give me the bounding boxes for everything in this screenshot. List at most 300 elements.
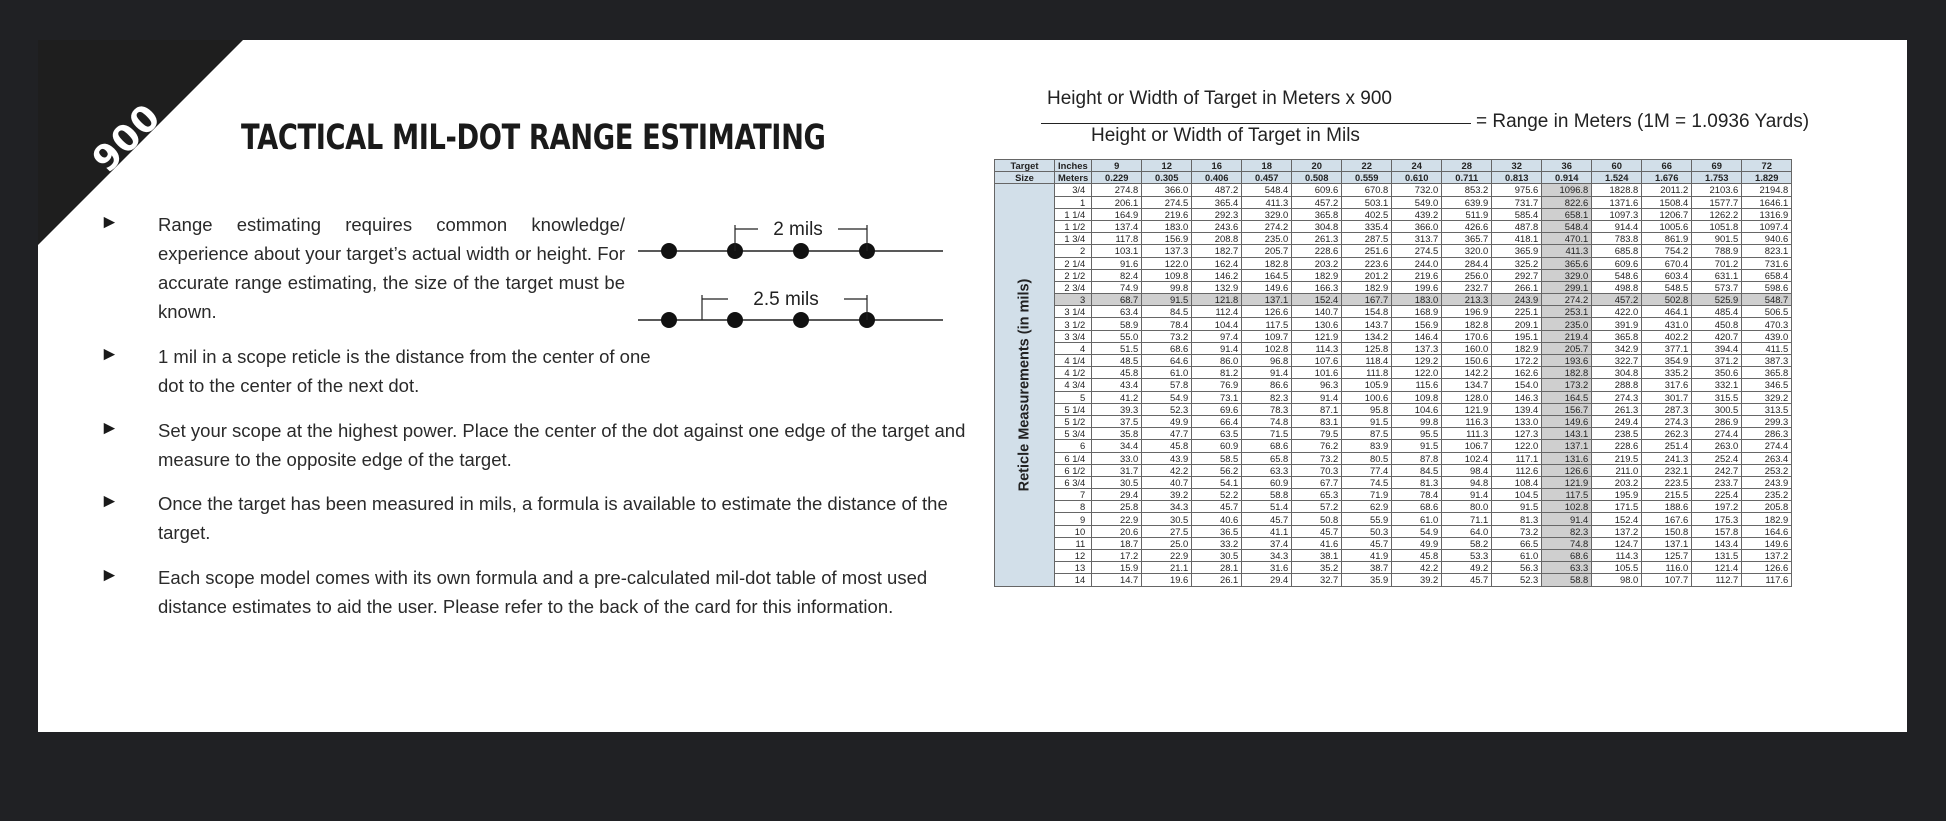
mil-value: 14 <box>1055 574 1092 586</box>
range-cell: 175.3 <box>1692 513 1742 525</box>
range-cell: 105.9 <box>1342 379 1392 391</box>
range-cell: 104.5 <box>1492 489 1542 501</box>
range-cell: 365.8 <box>1592 330 1642 342</box>
range-cell: 391.9 <box>1592 318 1642 330</box>
table-row <box>995 269 1792 281</box>
range-cell: 118.4 <box>1342 355 1392 367</box>
range-cell: 76.2 <box>1292 440 1342 452</box>
range-cell: 329.0 <box>1242 208 1292 220</box>
column-header-inches: 28 <box>1442 160 1492 172</box>
table-row <box>995 220 1792 232</box>
range-cell: 104.4 <box>1192 318 1242 330</box>
range-cell: 156.9 <box>1392 318 1442 330</box>
range-cell: 96.8 <box>1242 355 1292 367</box>
range-cell: 45.7 <box>1242 513 1292 525</box>
range-cell: 2103.6 <box>1692 184 1742 196</box>
range-cell: 95.5 <box>1392 428 1442 440</box>
range-cell: 61.0 <box>1492 550 1542 562</box>
bullet-icon: ► <box>100 344 119 365</box>
mil-value: 4 1/4 <box>1055 355 1092 367</box>
range-cell: 68.6 <box>1542 550 1592 562</box>
range-cell: 206.1 <box>1092 196 1142 208</box>
table-row <box>995 355 1792 367</box>
mil-value: 3/4 <box>1055 184 1092 196</box>
range-cell: 115.6 <box>1392 379 1442 391</box>
range-cell: 33.0 <box>1092 452 1142 464</box>
range-cell: 101.6 <box>1292 367 1342 379</box>
range-cell: 91.5 <box>1342 415 1392 427</box>
range-cell: 274.5 <box>1142 196 1192 208</box>
range-cell: 68.7 <box>1092 294 1142 306</box>
range-cell: 365.8 <box>1292 208 1342 220</box>
range-cell: 603.4 <box>1642 269 1692 281</box>
range-cell: 1508.4 <box>1642 196 1692 208</box>
range-cell: 286.3 <box>1742 428 1792 440</box>
row-label-meters: Meters <box>1055 172 1092 184</box>
column-header-meters: 0.406 <box>1192 172 1242 184</box>
range-cell: 146.4 <box>1392 330 1442 342</box>
bullet-icon: ► <box>100 565 119 586</box>
mil-value: 3 <box>1055 294 1092 306</box>
label-2-5-mils: 2.5 mils <box>753 289 819 310</box>
range-cell: 152.4 <box>1592 513 1642 525</box>
range-cell: 1316.9 <box>1742 208 1792 220</box>
range-cell: 171.5 <box>1592 501 1642 513</box>
range-cell: 73.2 <box>1492 525 1542 537</box>
range-cell: 1828.8 <box>1592 184 1642 196</box>
range-cell: 219.6 <box>1392 269 1442 281</box>
range-cell: 20.6 <box>1092 525 1142 537</box>
bullet-text-4: Once the target has been measured in mils, a formula is available to estimate the distance of the target. <box>158 493 948 543</box>
range-cell: 39.2 <box>1392 574 1442 586</box>
range-cell: 167.6 <box>1642 513 1692 525</box>
table-row <box>995 415 1792 427</box>
table-row <box>995 342 1792 354</box>
range-cell: 402.2 <box>1642 330 1692 342</box>
range-cell: 573.7 <box>1692 281 1742 293</box>
range-cell: 402.5 <box>1342 208 1392 220</box>
range-cell: 253.2 <box>1742 464 1792 476</box>
mil-dot <box>793 312 809 328</box>
range-cell: 65.8 <box>1242 452 1292 464</box>
range-cell: 112.4 <box>1192 306 1242 318</box>
range-cell: 25.8 <box>1092 501 1142 513</box>
corner-label-size: Size <box>995 172 1055 184</box>
range-cell: 235.0 <box>1542 318 1592 330</box>
table-row <box>995 257 1792 269</box>
range-cell: 91.4 <box>1292 391 1342 403</box>
range-cell: 274.3 <box>1592 391 1642 403</box>
mil-value: 6 <box>1055 440 1092 452</box>
range-cell: 154.0 <box>1492 379 1542 391</box>
range-cell: 701.2 <box>1692 257 1742 269</box>
range-cell: 114.3 <box>1292 342 1342 354</box>
range-cell: 225.1 <box>1492 306 1542 318</box>
range-cell: 130.6 <box>1292 318 1342 330</box>
range-cell: 232.1 <box>1642 464 1692 476</box>
range-cell: 52.3 <box>1492 574 1542 586</box>
range-cell: 109.7 <box>1242 330 1292 342</box>
range-cell: 19.6 <box>1142 574 1192 586</box>
range-cell: 183.0 <box>1392 294 1442 306</box>
range-cell: 525.9 <box>1692 294 1742 306</box>
range-cell: 78.4 <box>1142 318 1192 330</box>
column-header-inches: 36 <box>1542 160 1592 172</box>
table-row <box>995 208 1792 220</box>
range-cell: 30.5 <box>1192 550 1242 562</box>
table-row <box>995 489 1792 501</box>
range-cell: 238.5 <box>1592 428 1642 440</box>
range-cell: 45.8 <box>1092 367 1142 379</box>
range-cell: 274.5 <box>1392 245 1442 257</box>
range-cell: 53.3 <box>1442 550 1492 562</box>
range-cell: 49.9 <box>1392 537 1442 549</box>
range-cell: 731.6 <box>1742 257 1792 269</box>
range-cell: 243.9 <box>1742 476 1792 488</box>
range-cell: 548.4 <box>1242 184 1292 196</box>
range-cell: 84.5 <box>1392 464 1442 476</box>
range-cell: 74.5 <box>1342 476 1392 488</box>
range-cell: 498.8 <box>1592 281 1642 293</box>
mil-value: 8 <box>1055 501 1092 513</box>
range-cell: 50.8 <box>1292 513 1342 525</box>
column-header-inches: 72 <box>1742 160 1792 172</box>
range-cell: 83.9 <box>1342 440 1392 452</box>
table-row <box>995 440 1792 452</box>
range-cell: 54.1 <box>1192 476 1242 488</box>
range-cell: 164.5 <box>1542 391 1592 403</box>
range-cell: 215.5 <box>1642 489 1692 501</box>
mil-dot <box>661 243 677 259</box>
range-cell: 81.3 <box>1492 513 1542 525</box>
column-header-inches: 60 <box>1592 160 1642 172</box>
range-cell: 549.0 <box>1392 196 1442 208</box>
range-cell: 60.9 <box>1192 440 1242 452</box>
range-cell: 262.3 <box>1642 428 1692 440</box>
range-cell: 487.2 <box>1192 184 1242 196</box>
corner-label-target: Target <box>995 160 1055 172</box>
range-cell: 203.2 <box>1592 476 1642 488</box>
range-cell: 304.8 <box>1292 220 1342 232</box>
range-cell: 121.9 <box>1542 476 1592 488</box>
range-cell: 365.6 <box>1542 257 1592 269</box>
column-header-meters: 0.559 <box>1342 172 1392 184</box>
range-cell: 73.2 <box>1292 452 1342 464</box>
table-row <box>995 306 1792 318</box>
range-cell: 228.6 <box>1292 245 1342 257</box>
range-cell: 732.0 <box>1392 184 1442 196</box>
mil-value: 1 1/2 <box>1055 220 1092 232</box>
range-cell: 111.8 <box>1342 367 1392 379</box>
range-cell: 783.8 <box>1592 233 1642 245</box>
range-cell: 146.2 <box>1192 269 1242 281</box>
mil-value: 1 1/4 <box>1055 208 1092 220</box>
range-cell: 146.3 <box>1492 391 1542 403</box>
range-cell: 168.9 <box>1392 306 1442 318</box>
range-cell: 117.5 <box>1542 489 1592 501</box>
range-cell: 548.5 <box>1642 281 1692 293</box>
range-cell: 164.5 <box>1242 269 1292 281</box>
range-cell: 195.1 <box>1492 330 1542 342</box>
row-label-inches: Inches <box>1055 160 1092 172</box>
bullet-text-1: Range estimating requires common knowledge/ experience about your target’s actual width or height. For accurate range estimating, the size of the target must be known. <box>158 214 625 322</box>
range-cell: 199.6 <box>1392 281 1442 293</box>
table-row <box>995 391 1792 403</box>
range-cell: 823.1 <box>1742 245 1792 257</box>
range-cell: 60.9 <box>1242 476 1292 488</box>
column-header-inches: 16 <box>1192 160 1242 172</box>
range-cell: 313.5 <box>1742 403 1792 415</box>
table-row <box>995 245 1792 257</box>
range-cell: 122.0 <box>1392 367 1442 379</box>
range-cell: 98.0 <box>1592 574 1642 586</box>
range-cell: 80.5 <box>1342 452 1392 464</box>
table-row <box>995 281 1792 293</box>
range-cell: 45.7 <box>1342 537 1392 549</box>
range-cell: 122.0 <box>1142 257 1192 269</box>
range-cell: 137.3 <box>1142 245 1192 257</box>
range-cell: 223.5 <box>1642 476 1692 488</box>
range-cell: 54.9 <box>1142 391 1192 403</box>
column-header-meters: 1.829 <box>1742 172 1792 184</box>
range-cell: 315.5 <box>1692 391 1742 403</box>
table-row <box>995 525 1792 537</box>
range-cell: 91.4 <box>1542 513 1592 525</box>
range-cell: 83.1 <box>1292 415 1342 427</box>
range-cell: 80.0 <box>1442 501 1492 513</box>
range-cell: 335.2 <box>1642 367 1692 379</box>
range-cell: 1097.4 <box>1742 220 1792 232</box>
range-cell: 439.0 <box>1742 330 1792 342</box>
range-cell: 411.3 <box>1242 196 1292 208</box>
range-cell: 49.2 <box>1442 562 1492 574</box>
range-cell: 196.9 <box>1442 306 1492 318</box>
range-cell: 457.2 <box>1592 294 1642 306</box>
range-cell: 143.1 <box>1542 428 1592 440</box>
table-row <box>995 550 1792 562</box>
range-cell: 102.4 <box>1442 452 1492 464</box>
range-cell: 37.5 <box>1092 415 1142 427</box>
range-cell: 205.8 <box>1742 501 1792 513</box>
range-cell: 40.6 <box>1192 513 1242 525</box>
range-cell: 197.2 <box>1692 501 1742 513</box>
table-row <box>995 367 1792 379</box>
table-row <box>995 294 1792 306</box>
range-cell: 304.8 <box>1592 367 1642 379</box>
range-cell: 228.6 <box>1592 440 1642 452</box>
range-cell: 366.0 <box>1392 220 1442 232</box>
mil-value: 1 <box>1055 196 1092 208</box>
range-cell: 52.3 <box>1142 403 1192 415</box>
range-cell: 149.6 <box>1542 415 1592 427</box>
range-cell: 205.7 <box>1242 245 1292 257</box>
range-cell: 658.4 <box>1742 269 1792 281</box>
range-cell: 431.0 <box>1642 318 1692 330</box>
range-cell: 157.8 <box>1692 525 1742 537</box>
table-row <box>995 501 1792 513</box>
range-cell: 15.9 <box>1092 562 1142 574</box>
range-cell: 149.6 <box>1742 537 1792 549</box>
mil-value: 6 1/4 <box>1055 452 1092 464</box>
range-cell: 235.2 <box>1742 489 1792 501</box>
range-cell: 420.7 <box>1692 330 1742 342</box>
range-cell: 2194.8 <box>1742 184 1792 196</box>
range-cell: 317.6 <box>1642 379 1692 391</box>
range-cell: 82.3 <box>1242 391 1292 403</box>
range-cell: 1051.8 <box>1692 220 1742 232</box>
table-row <box>995 330 1792 342</box>
range-cell: 142.2 <box>1442 367 1492 379</box>
table-row <box>995 513 1792 525</box>
range-cell: 548.6 <box>1592 269 1642 281</box>
range-cell: 292.7 <box>1492 269 1542 281</box>
range-cell: 116.0 <box>1642 562 1692 574</box>
range-cell: 235.0 <box>1242 233 1292 245</box>
range-cell: 71.9 <box>1342 489 1392 501</box>
range-cell: 51.5 <box>1092 342 1142 354</box>
range-cell: 244.0 <box>1392 257 1442 269</box>
range-cell: 95.8 <box>1342 403 1392 415</box>
range-cell: 116.3 <box>1442 415 1492 427</box>
range-cell: 61.0 <box>1142 367 1192 379</box>
range-cell: 365.4 <box>1192 196 1242 208</box>
table-row <box>995 318 1792 330</box>
column-header-inches: 12 <box>1142 160 1192 172</box>
range-cell: 249.4 <box>1592 415 1642 427</box>
range-cell: 68.6 <box>1142 342 1192 354</box>
mil-dot-range-table <box>994 159 1792 587</box>
range-cell: 143.7 <box>1342 318 1392 330</box>
range-cell: 103.1 <box>1092 245 1142 257</box>
range-cell: 45.8 <box>1392 550 1442 562</box>
range-cell: 91.5 <box>1392 440 1442 452</box>
range-cell: 137.4 <box>1092 220 1142 232</box>
range-cell: 63.3 <box>1542 562 1592 574</box>
mil-value: 9 <box>1055 513 1092 525</box>
column-header-meters: 1.524 <box>1592 172 1642 184</box>
range-cell: 300.5 <box>1692 403 1742 415</box>
range-cell: 1646.1 <box>1742 196 1792 208</box>
range-cell: 112.7 <box>1692 574 1742 586</box>
range-cell: 34.4 <box>1092 440 1142 452</box>
range-cell: 117.5 <box>1242 318 1292 330</box>
range-cell: 253.1 <box>1542 306 1592 318</box>
range-cell: 35.8 <box>1092 428 1142 440</box>
table-row <box>995 233 1792 245</box>
page-title: TACTICAL MIL-DOT RANGE ESTIMATING <box>241 118 826 158</box>
table-row <box>995 537 1792 549</box>
bullet-icon: ► <box>100 418 119 439</box>
range-cell: 329.2 <box>1742 391 1792 403</box>
mil-value: 1 3/4 <box>1055 233 1092 245</box>
range-cell: 57.8 <box>1142 379 1192 391</box>
range-cell: 63.3 <box>1242 464 1292 476</box>
range-cell: 137.1 <box>1642 537 1692 549</box>
range-cell: 263.4 <box>1742 452 1792 464</box>
range-cell: 685.8 <box>1592 245 1642 257</box>
range-cell: 670.4 <box>1642 257 1692 269</box>
range-cell: 975.6 <box>1492 184 1542 196</box>
range-cell: 506.5 <box>1742 306 1792 318</box>
range-cell: 365.7 <box>1442 233 1492 245</box>
range-cell: 43.9 <box>1142 452 1192 464</box>
range-cell: 241.3 <box>1642 452 1692 464</box>
range-cell: 41.9 <box>1342 550 1392 562</box>
range-cell: 61.0 <box>1392 513 1442 525</box>
range-cell: 35.2 <box>1292 562 1342 574</box>
range-cell: 609.6 <box>1292 184 1342 196</box>
mil-value: 6 3/4 <box>1055 476 1092 488</box>
mil-value: 6 1/2 <box>1055 464 1092 476</box>
range-cell: 81.2 <box>1192 367 1242 379</box>
range-cell: 219.4 <box>1542 330 1592 342</box>
model-badge: 900 <box>84 96 170 181</box>
table-row <box>995 403 1792 415</box>
range-cell: 87.5 <box>1342 428 1392 440</box>
range-cell: 109.8 <box>1142 269 1192 281</box>
range-cell: 1005.6 <box>1642 220 1692 232</box>
table-row <box>995 574 1792 586</box>
range-cell: 42.2 <box>1392 562 1442 574</box>
mil-value: 4 1/2 <box>1055 367 1092 379</box>
range-cell: 62.9 <box>1342 501 1392 513</box>
range-cell: 98.4 <box>1442 464 1492 476</box>
mil-dot <box>727 312 743 328</box>
range-cell: 219.6 <box>1142 208 1192 220</box>
mil-value: 3 1/2 <box>1055 318 1092 330</box>
mil-value: 5 1/2 <box>1055 415 1092 427</box>
range-cell: 109.8 <box>1392 391 1442 403</box>
range-cell: 261.3 <box>1592 403 1642 415</box>
range-cell: 223.6 <box>1342 257 1392 269</box>
range-cell: 111.3 <box>1442 428 1492 440</box>
range-cell: 853.2 <box>1442 184 1492 196</box>
column-header-meters: 0.305 <box>1142 172 1192 184</box>
range-cell: 1262.2 <box>1692 208 1742 220</box>
range-cell: 79.5 <box>1292 428 1342 440</box>
range-cell: 18.7 <box>1092 537 1142 549</box>
table-row <box>995 476 1792 488</box>
mil-value: 2 <box>1055 245 1092 257</box>
range-cell: 55.0 <box>1092 330 1142 342</box>
mil-value: 4 <box>1055 342 1092 354</box>
range-cell: 154.8 <box>1342 306 1392 318</box>
range-cell: 126.6 <box>1742 562 1792 574</box>
range-cell: 170.6 <box>1442 330 1492 342</box>
range-cell: 125.7 <box>1642 550 1692 562</box>
range-cell: 1577.7 <box>1692 196 1742 208</box>
range-cell: 56.2 <box>1192 464 1242 476</box>
range-cell: 457.2 <box>1292 196 1342 208</box>
range-cell: 225.4 <box>1692 489 1742 501</box>
range-cell: 548.7 <box>1742 294 1792 306</box>
range-cell: 38.1 <box>1292 550 1342 562</box>
range-cell: 137.1 <box>1542 440 1592 452</box>
mil-dot <box>661 312 677 328</box>
range-cell: 41.2 <box>1092 391 1142 403</box>
range-cell: 30.5 <box>1092 476 1142 488</box>
range-cell: 137.2 <box>1592 525 1642 537</box>
range-cell: 670.8 <box>1342 184 1392 196</box>
range-cell: 183.0 <box>1142 220 1192 232</box>
range-cell: 74.8 <box>1242 415 1292 427</box>
range-cell: 102.8 <box>1242 342 1292 354</box>
range-cell: 49.9 <box>1142 415 1192 427</box>
bullet-icon: ► <box>100 491 119 512</box>
range-cell: 182.8 <box>1442 318 1492 330</box>
range-cell: 426.6 <box>1442 220 1492 232</box>
mil-value: 11 <box>1055 537 1092 549</box>
